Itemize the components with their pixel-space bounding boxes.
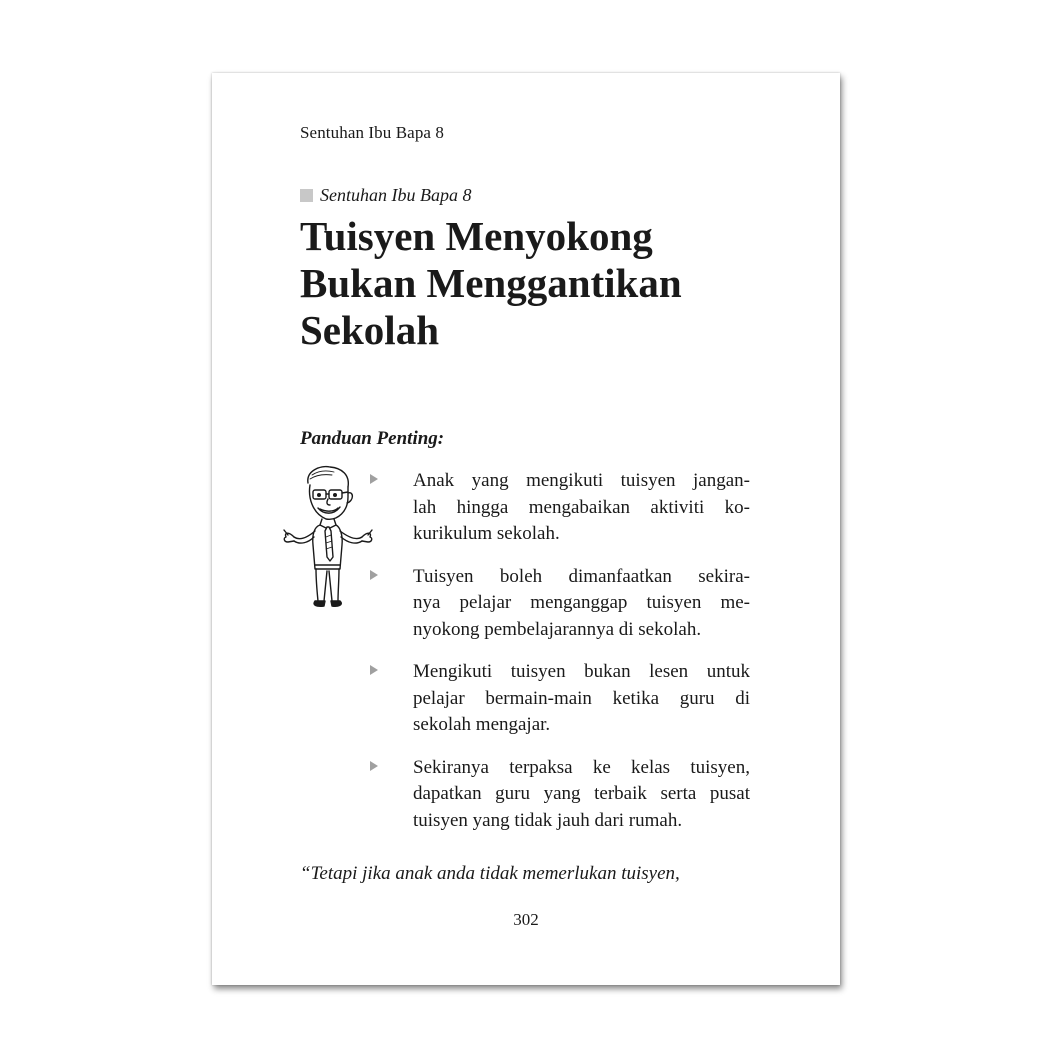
list-item	[370, 468, 750, 548]
bullet-line: Anak yang mengikuti tuisyen jangan-	[413, 470, 750, 491]
list-item	[370, 755, 750, 835]
cartoon-man-illustration	[282, 465, 374, 611]
bullet-text	[413, 755, 750, 835]
section-heading: Panduan Penting:	[300, 428, 445, 449]
chapter-kicker	[300, 185, 471, 206]
bullet-line: tuisyen yang tidak jauh dari rumah.	[413, 809, 683, 831]
bullet-line: sekolah mengajar.	[413, 714, 551, 735]
bullet-text	[413, 659, 750, 739]
bullet-line: lah hingga mengabaikan aktiviti ko-	[413, 496, 750, 518]
title-line: Sekolah	[300, 307, 439, 353]
running-head: Sentuhan Ibu Bapa 8	[300, 123, 445, 142]
triangle-bullet-icon	[370, 665, 378, 675]
title-line: Bukan Menggantikan	[300, 260, 682, 306]
kicker-label: Sentuhan Ibu Bapa 8	[320, 185, 472, 205]
triangle-bullet-icon	[370, 474, 378, 484]
page-number: 302	[513, 910, 539, 929]
bullet-line: pelajar bermain-main ketika guru di	[413, 687, 750, 709]
bullet-line: nyokong pembelajarannya di sekolah.	[413, 618, 702, 640]
bullet-line: Sekiranya terpaksa ke kelas tuisyen,	[413, 756, 750, 778]
triangle-bullet-icon	[370, 570, 378, 580]
bullet-text	[413, 564, 750, 644]
triangle-bullet-icon	[370, 761, 378, 771]
bullet-line: dapatkan guru yang terbaik serta pusat	[413, 783, 750, 804]
bullet-line: nya pelajar menganggap tuisyen me-	[413, 592, 750, 613]
book-page	[212, 73, 840, 985]
bullet-line: Tuisyen boleh dimanfaatkan sekira-	[413, 565, 750, 587]
title-line: Tuisyen Menyokong	[300, 213, 653, 259]
list-item	[370, 564, 750, 644]
list-item	[370, 659, 750, 739]
bullet-list	[370, 468, 750, 850]
quote-text: “Tetapi jika anak anda tidak memerlukan tuisyen,	[300, 863, 680, 884]
chapter-title	[300, 213, 820, 354]
bullet-text	[413, 468, 750, 548]
bullet-line: kurikulum sekolah.	[413, 523, 560, 544]
kicker-square-icon	[300, 189, 313, 202]
bullet-line: Mengikuti tuisyen bukan lesen untuk	[413, 661, 750, 682]
